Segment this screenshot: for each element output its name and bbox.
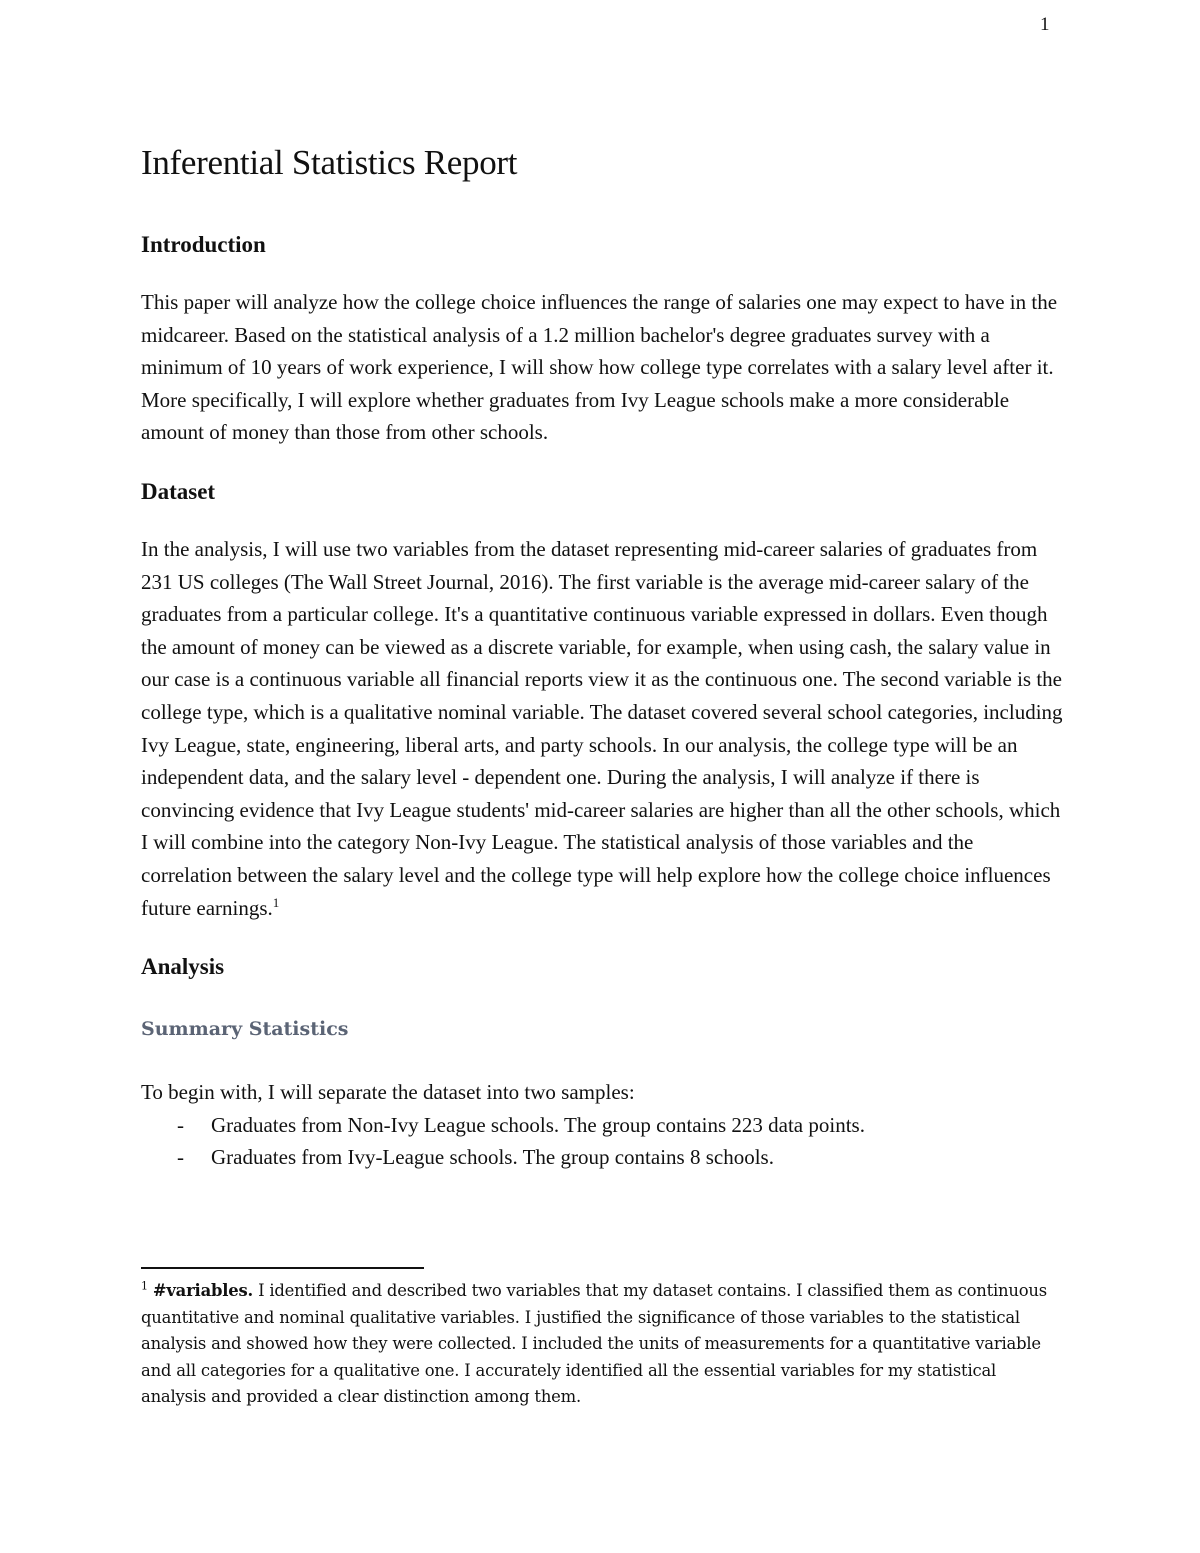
summary-statistics-subheading: Summary Statistics bbox=[141, 1018, 349, 1041]
footnote-text: I identified and described two variables that my dataset contains. I classified them as continuous quantitative and nominal qualitative variables. I justified the significance of those variables to the statistical analysis and showed how they were collected. I included the units of measurements for a quantitative variable and all categories for a qualitative one. I accurately identified all the essential variables for my statistical analysis and provided a clear distinction among them. bbox=[141, 1281, 1047, 1407]
introduction-paragraph: This paper will analyze how the college choice influences the range of salaries one may expect to have in the midcareer. Based on the statistical analysis of a 1.2 million bachelor's degree graduates survey with a minimum of 10 years of work experience, I will show how college type correlates with a salary level after it. More specifically, I will explore whether graduates from Ivy League schools make a more considerable amount of money than those from other schools. bbox=[141, 290, 1058, 445]
bullet-dash: - bbox=[177, 1112, 184, 1137]
list-item-text: Graduates from Ivy-League schools. The group contains 8 schools. bbox=[211, 1145, 774, 1170]
footnote bbox=[141, 1278, 1063, 1411]
dataset-paragraph bbox=[141, 533, 1063, 924]
list-item-text: Graduates from Non-Ivy League schools. The group contains 223 data points. bbox=[211, 1112, 865, 1137]
bullet-dash: - bbox=[177, 1145, 184, 1170]
analysis-heading: Analysis bbox=[141, 954, 225, 980]
page-number: 1 bbox=[1040, 14, 1050, 35]
dataset-heading: Dataset bbox=[141, 478, 216, 504]
list-item bbox=[141, 1109, 1063, 1142]
footnote-marker: 1 bbox=[141, 1279, 148, 1293]
document-body bbox=[141, 140, 1063, 1174]
sample-list bbox=[141, 1109, 1063, 1174]
footnote-separator bbox=[141, 1267, 424, 1269]
dataset-paragraph-text: In the analysis, I will use two variables from the dataset representing mid-career salaries of graduates from 231 US colleges (The Wall Street Journal, 2016). The first variable is the average mid-career salary of the graduates from a particular college. It's a quantitative continuous variable expressed in dollars. Even though the amount of money can be viewed as a discrete variable, for example, when using cash, the salary value in our case is a continuous variable all financial reports view it as the continuous one. The second variable is the college type, which is a qualitative nominal variable. The dataset covered several school categories, including Ivy League, state, engineering, liberal arts, and party schools. In our analysis, the college type will be an independent data, and the salary level - dependent one. During the analysis, I will analyze if there is convincing evidence that Ivy League students' mid-career salaries are higher than all the other schools, which I will combine into the category Non-Ivy League. The statistical analysis of those variables and the correlation between the salary level and the college type will help explore how the college choice influences future earnings. bbox=[141, 536, 1063, 920]
footnote-tag: #variables. bbox=[152, 1281, 254, 1300]
document-title: Inferential Statistics Report bbox=[141, 143, 518, 182]
list-item bbox=[141, 1141, 1063, 1174]
introduction-heading: Introduction bbox=[141, 232, 266, 257]
footnote-reference[interactable]: 1 bbox=[272, 894, 280, 910]
analysis-intro-paragraph: To begin with, I will separate the dataset into two samples: bbox=[141, 1080, 635, 1105]
